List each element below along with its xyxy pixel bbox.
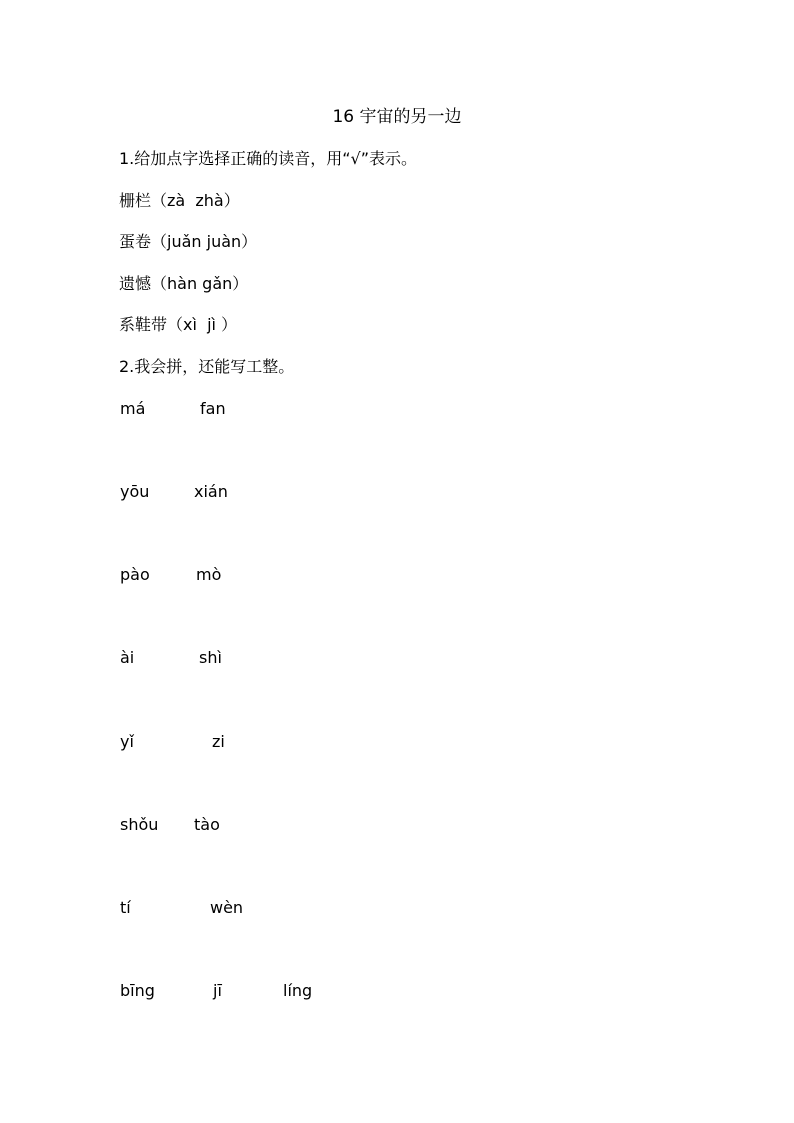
pinyin-row [0,564,794,586]
pinyin-row [0,481,794,503]
question-1-prompt: 1.给加点字选择正确的读音，用“√”表示。 [119,149,418,168]
pinyin-row [0,980,794,1002]
question-1-item: 遗憾（hàn gǎn） [119,274,249,293]
pinyin-syllable: shì [199,648,222,667]
pinyin-syllable: líng [283,981,313,1000]
pinyin-syllable: tào [194,815,220,834]
pinyin-syllable: xián [194,482,228,501]
pinyin-row [0,398,794,420]
pinyin-syllable: tí [120,898,131,917]
pinyin-syllable: yōu [120,482,150,501]
pinyin-syllable: fan [200,399,226,418]
page-title: 16 宇宙的另一边 [332,107,462,127]
pinyin-syllable: má [120,399,146,418]
question-2-prompt: 2.我会拼，还能写工整。 [119,357,295,376]
pinyin-syllable: shǒu [120,815,159,834]
pinyin-syllable: zi [212,732,225,751]
pinyin-syllable: yǐ [120,732,134,751]
pinyin-syllable: wèn [210,898,244,917]
pinyin-syllable: bīng [120,981,155,1000]
question-1-item: 蛋卷（juǎn juàn） [119,232,258,251]
pinyin-row [0,814,794,836]
pinyin-syllable: jī [213,981,222,1000]
pinyin-row [0,647,794,669]
pinyin-row [0,897,794,919]
question-1-item: 栅栏（zà zhà） [119,191,240,210]
pinyin-syllable: pào [120,565,150,584]
pinyin-syllable: ài [120,648,135,667]
pinyin-syllable: mò [196,565,222,584]
pinyin-row [0,731,794,753]
question-1-item: 系鞋带（xì jì ） [119,315,238,334]
